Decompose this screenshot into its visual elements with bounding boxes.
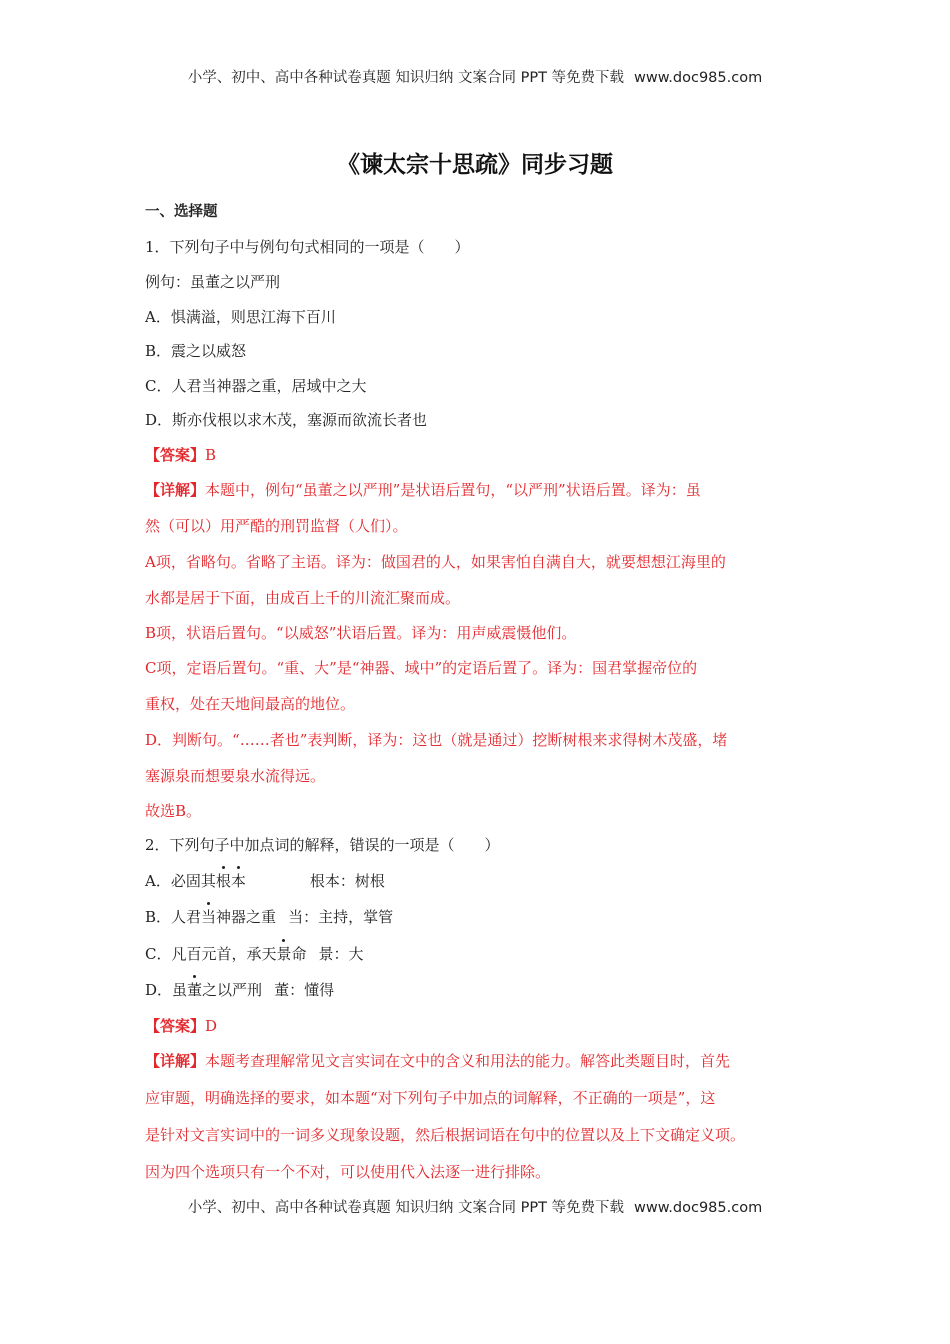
document-title: 《谏太宗十思疏》同步习题 <box>337 152 613 178</box>
q1-option-b: B．震之以威怒 <box>145 342 247 360</box>
section-heading: 一、选择题 <box>145 204 218 220</box>
q2-answer-label: 【答案】 <box>145 1017 206 1035</box>
q1-answer <box>145 445 216 465</box>
q1-answer-value: B <box>205 446 217 464</box>
q2-option-b: B．人君当神器之重 当：主持，掌管 <box>145 908 394 926</box>
q1-conclusion: 故选B。 <box>145 802 202 820</box>
q2-option-d: D．虽董之以严刑 董：懂得 <box>145 981 335 999</box>
q1-detail-label: 【详解】 <box>145 481 206 499</box>
dotted-word: 本 <box>230 872 246 890</box>
q1-detail-line: 重权，处在天地间最高的地位。 <box>145 695 356 713</box>
q2-option-d-gloss: 董：懂得 <box>274 981 335 999</box>
q2-option-c-gloss: 景：大 <box>318 945 364 963</box>
header-site-link[interactable]: www.doc985.com <box>634 70 763 86</box>
q1-detail-line: 然（可以）用严酷的刑罚监督（人们）。 <box>145 517 408 535</box>
q1-option-d: D．斯亦伐根以求木茂，塞源而欲流长者也 <box>145 411 428 429</box>
q2-detail-line: 【详解】本题考查理解常见文言实词在文中的含义和用法的能力。解答此类题目时，首先 <box>145 1052 731 1070</box>
q2-detail-line: 是针对文言实词中的一词多义现象设题，然后根据词语在句中的位置以及上下文确定义项。 <box>145 1126 746 1144</box>
header-text: 小学、初中、高中各种试卷真题 知识归纳 文案合同 PPT 等免费下载 <box>187 70 625 86</box>
q2-stem: 2．下列句子中加点词的解释，错误的一项是（ ） <box>145 836 500 854</box>
q1-detail-line: 【详解】本题中，例句“虽董之以严刑”是状语后置句，“以严刑”状语后置。译为：虽 <box>145 481 701 499</box>
q2-option-c: C．凡百元首，承天景命 景：大 <box>145 945 364 963</box>
q1-detail-line: C项，定语后置句。“重、大”是“神器、域中”的定语后置了。译为：国君掌握帝位的 <box>145 659 698 677</box>
dotted-word: 当 <box>201 908 217 926</box>
q2-detail-line: 应审题，明确选择的要求，如本题“对下列句子中加点的词解释，不正确的一项是”，这 <box>145 1089 716 1107</box>
page-header <box>0 66 950 87</box>
q1-answer-label: 【答案】 <box>145 446 206 464</box>
q2-option-a-gloss: 根本：树根 <box>309 872 385 890</box>
footer-text: 小学、初中、高中各种试卷真题 知识归纳 文案合同 PPT 等免费下载 <box>187 1200 625 1216</box>
q1-example: 例句：虽董之以严刑 <box>145 273 281 291</box>
dotted-word: 董 <box>187 981 203 999</box>
q1-detail-line: 塞源泉而想要泉水流得远。 <box>145 767 326 785</box>
q1-detail-line: 水都是居于下面，由成百上千的川流汇聚而成。 <box>145 589 461 607</box>
q2-option-b-gloss: 当：主持，掌管 <box>288 908 394 926</box>
dotted-word: 景 <box>276 945 292 963</box>
page-footer <box>0 1196 950 1217</box>
q1-option-c: C．人君当神器之重，居域中之大 <box>145 377 367 395</box>
q1-detail-line: A项，省略句。省略了主语。译为：做国君的人，如果害怕自满自大，就要想想江海里的 <box>145 553 726 571</box>
q2-answer <box>145 1016 217 1036</box>
q1-detail-line: B项，状语后置句。“以威怒”状语后置。译为：用声威震慑他们。 <box>145 624 577 642</box>
q2-answer-value: D <box>205 1017 218 1035</box>
q1-option-a: A．惧满溢，则思江海下百川 <box>145 308 336 326</box>
dotted-word: 根 <box>215 872 231 890</box>
q2-option-a: A．必固其根本 根本：树根 <box>145 872 385 890</box>
q2-detail-line: 因为四个选项只有一个不对，可以使用代入法逐一进行排除。 <box>145 1163 551 1181</box>
q1-detail-line: D．判断句。“……者也”表判断，译为：这也（就是通过）挖断树根来求得树木茂盛，堵 <box>145 731 728 749</box>
q2-detail-label: 【详解】 <box>145 1052 206 1070</box>
footer-site-link[interactable]: www.doc985.com <box>634 1200 763 1216</box>
q1-stem: 1．下列句子中与例句句式相同的一项是（ ） <box>145 238 470 256</box>
